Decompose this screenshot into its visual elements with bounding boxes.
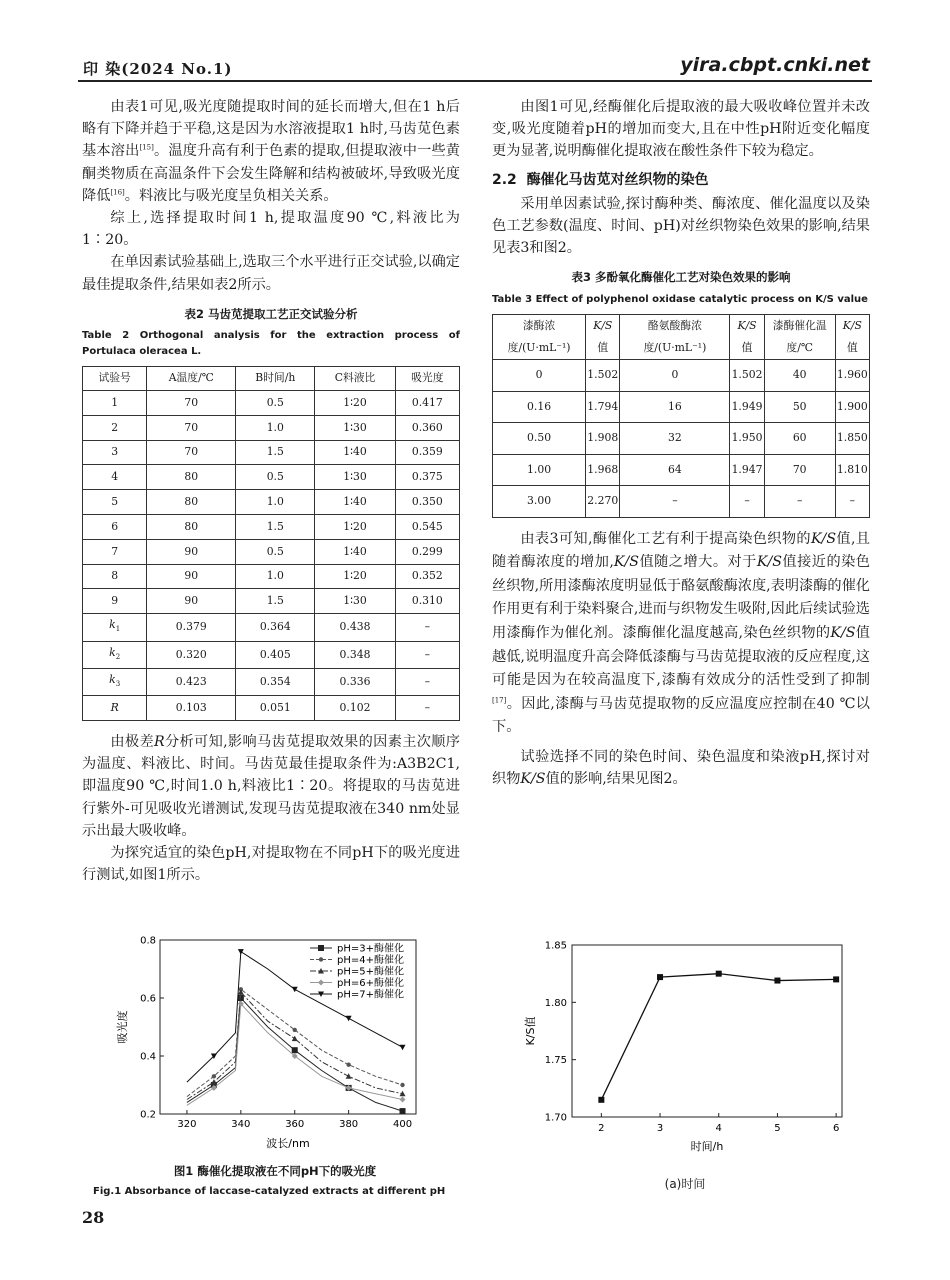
table-cell: 70 <box>147 415 236 440</box>
table-cell: 1.950 <box>730 423 764 455</box>
table-row <box>83 415 460 440</box>
table-cell: 0.103 <box>147 696 236 721</box>
table-cell: 1.947 <box>730 454 764 486</box>
table-cell: 0.5 <box>236 465 315 490</box>
legend-label: pH=5+酶催化 <box>337 966 404 978</box>
table-cell: 70 <box>764 454 835 486</box>
table-row <box>83 391 460 416</box>
table2 <box>82 366 460 721</box>
table-cell: 1.5 <box>236 440 315 465</box>
figure1-chart <box>100 930 430 1160</box>
table-cell: 0.354 <box>236 668 315 695</box>
x-tick-label: 5 <box>774 1123 781 1134</box>
table3 <box>492 314 870 518</box>
table-header-cell: K/S值 <box>586 314 620 359</box>
table-cell: – <box>395 696 459 721</box>
citation[interactable]: [16] <box>110 188 125 197</box>
table-cell: 0.5 <box>236 391 315 416</box>
table-cell: 50 <box>764 391 835 423</box>
table-cell: 1∶30 <box>315 465 395 490</box>
header-rule <box>78 80 872 82</box>
table-cell: 90 <box>147 539 236 564</box>
data-point <box>400 1083 404 1087</box>
table-cell: 1.5 <box>236 515 315 540</box>
data-point <box>346 1073 352 1079</box>
y-tick-label: 1.70 <box>544 1112 567 1124</box>
table-header-cell: 试验号 <box>83 367 147 391</box>
y-tick-label: 1.80 <box>544 997 567 1009</box>
paragraph: 为探究适宜的染色pH,对提取物在不同pH下的吸光度进行测试,如图1所示。 <box>82 845 460 884</box>
x-tick-label: 380 <box>339 1119 359 1130</box>
table-row <box>83 641 460 668</box>
citation[interactable]: [17] <box>492 695 507 704</box>
page-number: 28 <box>82 1208 105 1227</box>
table-cell: – <box>395 641 459 668</box>
table-header-cell: A温度/℃ <box>147 367 236 391</box>
table-header-cell: K/S值 <box>835 314 869 359</box>
x-axis-label: 波长/nm <box>266 1137 310 1150</box>
y-tick-label: 0.2 <box>140 1109 156 1121</box>
table-cell: 3.00 <box>493 486 586 518</box>
table-cell: 1.968 <box>586 454 620 486</box>
x-tick-label: 3 <box>656 1123 664 1134</box>
journal-site[interactable]: yira.cbpt.cnki.net <box>680 54 870 76</box>
table-cell: 32 <box>620 423 730 455</box>
table-cell: 6 <box>83 515 147 540</box>
data-point <box>833 976 839 982</box>
figure1-caption-cn: 图1 酶催化提取液在不同pH下的吸光度 <box>173 1164 377 1178</box>
table-cell: 4 <box>83 465 147 490</box>
table-cell: 0.16 <box>493 391 586 423</box>
table-cell: 1∶30 <box>315 589 395 614</box>
data-point <box>400 1097 406 1103</box>
data-point <box>318 980 324 986</box>
table-cell: 0.375 <box>395 465 459 490</box>
table-header-cell: K/S值 <box>730 314 764 359</box>
table-cell: – <box>835 486 869 518</box>
paragraph: 在单因素试验基础上,选取三个水平进行正交试验,以确定最佳提取条件,结果如表2所示。 <box>82 254 460 293</box>
table-cell: 80 <box>147 465 236 490</box>
table-cell: 0 <box>620 360 730 392</box>
data-point <box>319 957 323 961</box>
series-line <box>601 974 836 1100</box>
table-cell: 40 <box>764 360 835 392</box>
right-column <box>492 96 870 790</box>
table-cell: – <box>764 486 835 518</box>
table3-caption-en: Table 3 Effect of polyphenol oxidase catalytic process on K/S value <box>492 293 868 305</box>
table-row <box>493 486 870 518</box>
table-header-row <box>493 314 870 359</box>
table-cell: 80 <box>147 515 236 540</box>
table-cell: 60 <box>764 423 835 455</box>
data-point <box>238 949 244 955</box>
data-point <box>400 1045 406 1051</box>
table-cell: $k_3$ <box>83 668 147 695</box>
table-cell: 0.360 <box>395 415 459 440</box>
table-row <box>493 423 870 455</box>
paragraph: 由图1可见,经酶催化后提取液的最大吸收峰位置并未改变,吸光度随着pH的增加而变大,且在中性pH附近变化幅度更为显著,说明酶催化提取液在酸性条件下较为稳定。 <box>492 99 870 160</box>
x-tick-label: 2 <box>598 1123 605 1134</box>
table-cell: 2.270 <box>586 486 620 518</box>
y-tick-label: 1.85 <box>544 940 567 952</box>
table2-caption-en: Table 2 Orthogonal analysis for the extraction process of Portulaca oleracea L. <box>82 330 460 358</box>
table-cell: 1.900 <box>835 391 869 423</box>
table-cell: 0.320 <box>147 641 236 668</box>
table-cell: 1.5 <box>236 589 315 614</box>
y-tick-label: 0.8 <box>140 935 156 947</box>
table-cell: 0.364 <box>236 614 315 641</box>
table-cell: 0 <box>493 360 586 392</box>
table-row <box>83 696 460 721</box>
table-header-cell: B时间/h <box>236 367 315 391</box>
citation[interactable]: [15] <box>139 143 154 152</box>
plot-frame <box>572 945 842 1117</box>
data-point <box>211 1079 217 1085</box>
table-cell: 0.352 <box>395 564 459 589</box>
data-point <box>346 1016 352 1022</box>
table-cell: 1∶20 <box>315 391 395 416</box>
section-heading: 2.2 酶催化马齿苋对丝织物的染色 <box>492 171 709 188</box>
figure2a-caption: (a)时间 <box>664 1177 706 1191</box>
table-cell: 1.0 <box>236 415 315 440</box>
x-tick-label: 400 <box>392 1119 413 1130</box>
legend-label: pH=3+酶催化 <box>337 943 404 955</box>
table-cell: 0.545 <box>395 515 459 540</box>
table-cell: 0.5 <box>236 539 315 564</box>
table2-caption-cn: 表2 马齿苋提取工艺正交试验分析 <box>184 306 358 321</box>
table-cell: 3 <box>83 440 147 465</box>
table-cell: $k_2$ <box>83 641 147 668</box>
data-point <box>598 1097 604 1103</box>
figure1-caption-en: Fig.1 Absorbance of laccase-catalyzed extracts at different pH <box>93 1186 446 1197</box>
table-cell: 90 <box>147 564 236 589</box>
figure2a-chart <box>510 935 860 1165</box>
table-cell: 90 <box>147 589 236 614</box>
table-cell: 1.850 <box>835 423 869 455</box>
paragraph: 试验选择不同的染色时间、染色温度和染液pH,探讨对织物K/S值的影响,结果见图2。 <box>492 748 870 788</box>
table-row <box>83 614 460 641</box>
table-cell: 64 <box>620 454 730 486</box>
table-cell: – <box>730 486 764 518</box>
table-cell: 0.348 <box>315 641 395 668</box>
table-cell: 0.359 <box>395 440 459 465</box>
legend-label: pH=7+酶催化 <box>337 989 404 1001</box>
table-row <box>83 440 460 465</box>
table-cell: – <box>395 614 459 641</box>
paragraph: 由表1可见,吸光度随提取时间的延长而增大,但在1 h后略有下降并趋于平稳,这是因为水溶液提取1 h时,马齿苋色素基本溶出[15]。温度升高有利于色素的提取,但提取液中一些黄酮类物质在高温条件下会发生降解和结构被破坏,导致吸光度降低[16]。料液比与吸光度呈负相关关系。 <box>82 99 460 204</box>
table-row <box>83 539 460 564</box>
table-cell: 1∶40 <box>315 490 395 515</box>
table-header-row <box>83 367 460 391</box>
table-cell: 1.502 <box>730 360 764 392</box>
table-cell: – <box>395 668 459 695</box>
table-cell: 1∶40 <box>315 539 395 564</box>
table-cell: 0.50 <box>493 423 586 455</box>
table-cell: – <box>620 486 730 518</box>
table-cell: 1.960 <box>835 360 869 392</box>
x-tick-label: 4 <box>715 1123 722 1134</box>
x-tick-label: 340 <box>231 1119 251 1130</box>
paragraph: 综上,选择提取时间1 h,提取温度90 ℃,料液比为1∶20。 <box>82 210 460 249</box>
table-cell: 7 <box>83 539 147 564</box>
table-cell: 1.502 <box>586 360 620 392</box>
legend-label: pH=4+酶催化 <box>337 955 404 966</box>
y-tick-label: 0.4 <box>140 1051 156 1063</box>
y-axis-label: 吸光度 <box>116 1010 129 1044</box>
data-point <box>774 978 780 984</box>
table-cell: 1.0 <box>236 490 315 515</box>
table-row <box>493 360 870 392</box>
table-cell: 0.051 <box>236 696 315 721</box>
data-point <box>716 971 722 977</box>
table-row <box>83 515 460 540</box>
data-point <box>292 987 298 993</box>
table-header-cell: 漆酶浓度/(U·mL⁻¹) <box>493 314 586 359</box>
x-tick-label: 6 <box>832 1123 840 1134</box>
paragraph: 由极差R分析可知,影响马齿苋提取效果的因素主次顺序为温度、料液比、时间。马齿苋最佳提取条件为:A3B2C1,即温度90 ℃,时间1.0 h,料液比1∶20。将提取的马齿苋进行紫外-可见吸收光谱测试,发现马齿苋提取液在340 nm处显示出最大吸收峰。 <box>82 734 460 839</box>
table-row <box>83 490 460 515</box>
data-point <box>657 974 663 980</box>
table-header-cell: 漆酶催化温度/℃ <box>764 314 835 359</box>
table-cell: 0.405 <box>236 641 315 668</box>
table-cell: 0.379 <box>147 614 236 641</box>
table-cell: 1∶40 <box>315 440 395 465</box>
x-axis-label: 时间/h <box>690 1140 724 1153</box>
data-point <box>212 1074 216 1078</box>
table-cell: 1.908 <box>586 423 620 455</box>
data-point <box>293 1028 297 1032</box>
table-header-cell: C料液比 <box>315 367 395 391</box>
left-column <box>82 96 460 887</box>
data-point <box>292 1047 298 1053</box>
paragraph: 采用单因素试验,探讨酶种类、酶浓度、催化温度以及染色工艺参数(温度、时间、pH)对丝织物染色效果的影响,结果见表3和图2。 <box>492 195 870 257</box>
table-cell: 80 <box>147 490 236 515</box>
x-tick-label: 320 <box>177 1119 197 1130</box>
table-cell: 0.438 <box>315 614 395 641</box>
table-cell: 0.310 <box>395 589 459 614</box>
x-tick-label: 360 <box>285 1119 305 1130</box>
table-cell: 70 <box>147 440 236 465</box>
table-row <box>83 564 460 589</box>
table3-caption-cn: 表3 多酚氧化酶催化工艺对染色效果的影响 <box>571 270 791 285</box>
table-cell: 0.423 <box>147 668 236 695</box>
data-point <box>400 1108 406 1114</box>
data-point <box>346 1063 350 1067</box>
table-cell: 1 <box>83 391 147 416</box>
table-cell: 1∶20 <box>315 564 395 589</box>
table-cell: 2 <box>83 415 147 440</box>
table-cell: 5 <box>83 490 147 515</box>
table-row <box>83 668 460 695</box>
y-axis-label: K/S值 <box>524 1016 537 1046</box>
data-point <box>292 1036 298 1042</box>
table-cell: 1.949 <box>730 391 764 423</box>
table-row <box>493 391 870 423</box>
table-cell: 1∶30 <box>315 415 395 440</box>
table-cell: 1∶20 <box>315 515 395 540</box>
legend-label: pH=6+酶催化 <box>337 978 404 989</box>
journal-header: 印 染(2024 No.1) <box>83 60 233 78</box>
table-row <box>493 454 870 486</box>
table-cell: $k_1$ <box>83 614 147 641</box>
table-row <box>83 589 460 614</box>
table-cell: 0.299 <box>395 539 459 564</box>
table-cell: 9 <box>83 589 147 614</box>
table-cell: 16 <box>620 391 730 423</box>
table-cell: 0.350 <box>395 490 459 515</box>
paragraph: 由表3可知,酶催化工艺有利于提高染色织物的K/S值,且随着酶浓度的增加,K/S值随之增大。对于K/S值接近的染色丝织物,所用漆酶浓度明显低于酪氨酸酶浓度,表明漆酶的催化作用更有利于染料聚合,进而与织物发生吸附,因此后续试验选用漆酶作为催化剂。漆酶催化温度越高,染色丝织物的K/S值越低,说明温度升高会降低漆酶与马齿苋提取液的反应程度,这可能是因为在较高温度下,漆酶有效成分的活性受到了抑制[17]。因此,漆酶与马齿苋提取物的反应温度应控制在40 ℃以下。 <box>492 530 870 736</box>
table-cell: 70 <box>147 391 236 416</box>
table-cell: 1.00 <box>493 454 586 486</box>
table-cell: 1.810 <box>835 454 869 486</box>
table-cell: R <box>83 696 147 721</box>
y-tick-label: 1.75 <box>544 1055 567 1067</box>
table-cell: 0.336 <box>315 668 395 695</box>
table-header-cell: 吸光度 <box>395 367 459 391</box>
table-cell: 1.794 <box>586 391 620 423</box>
table-row <box>83 465 460 490</box>
data-point <box>318 945 324 951</box>
table-cell: 0.102 <box>315 696 395 721</box>
table-cell: 8 <box>83 564 147 589</box>
y-tick-label: 0.6 <box>140 993 156 1005</box>
table-cell: 1.0 <box>236 564 315 589</box>
table-cell: 0.417 <box>395 391 459 416</box>
table-header-cell: 酪氨酸酶浓度/(U·mL⁻¹) <box>620 314 730 359</box>
